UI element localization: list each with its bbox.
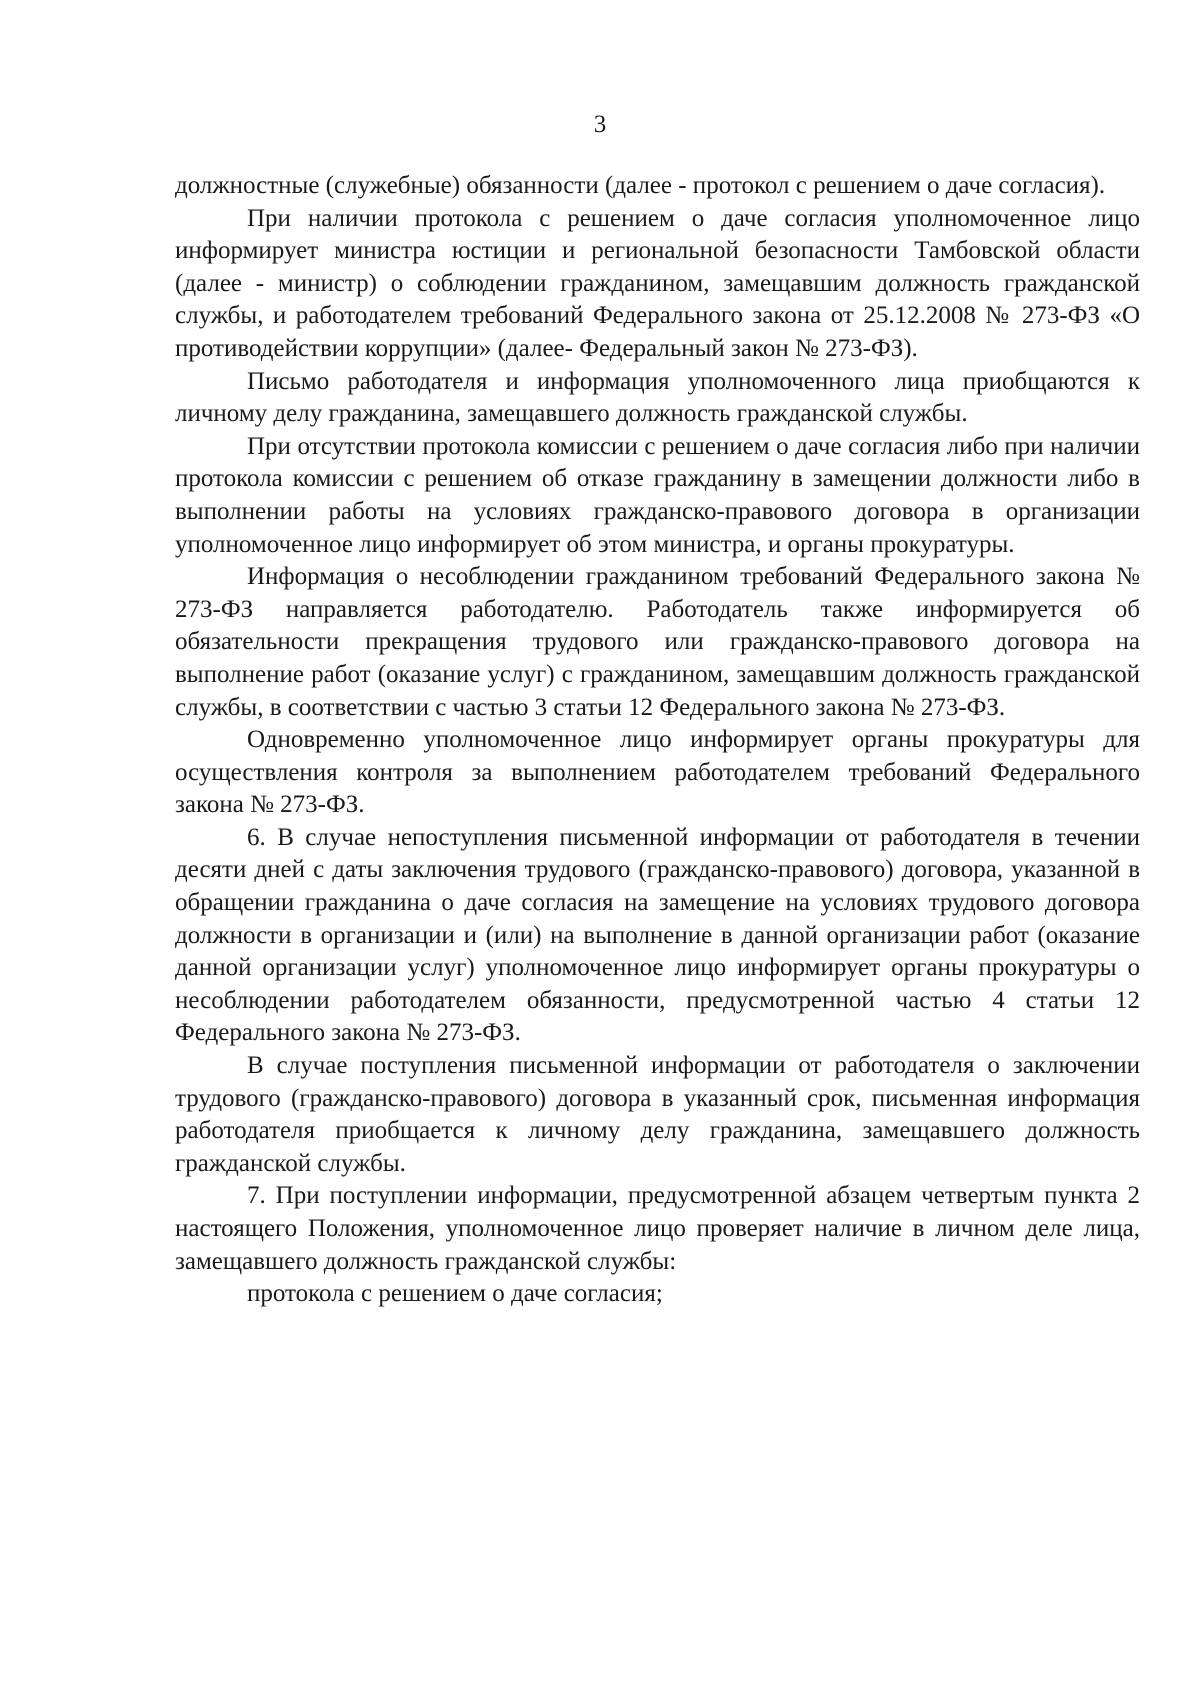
page-number: 3 [593, 111, 607, 138]
paragraph: При наличии протокола с решением о даче согласия уполномоченное лицо информирует министра юстиции и региональной безопасности Тамбовской области (далее - министр) о соблюдении гражданином, замещавшим должность гражданской службы, и работодателем требований Федерального закона от 25.12.2008 № 273-ФЗ «О противодействии коррупции» (далее- Федеральный закон № 273-ФЗ). [175, 204, 1140, 362]
paragraph: Письмо работодателя и информация уполномоченного лица приобщаются к личному делу гражданина, замещавшего должность гражданской службы. [175, 367, 1140, 428]
paragraph: При отсутствии протокола комиссии с решением о даче согласия либо при наличии протокола комиссии с решением об отказе гражданину в замещении должности либо в выполнении работы на условиях гражданско-правового договора в организации уполномоченное лицо информирует об этом министра, и органы прокуратуры. [175, 432, 1140, 558]
paragraph: В случае поступления письменной информации от работодателя о заключении трудового (гражданско-правового) договора в указанный срок, письменная информация работодателя приобщается к личному делу гражданина, замещавшего должность гражданской службы. [175, 1052, 1140, 1177]
paragraph-item-6: 6. В случае непоступления письменной информации от работодателя в течении десяти дней с даты заключения трудового (гражданско-правового) договора, указанной в обращении гражданина о даче согласия на замещение на условиях трудового договора должности в организации и (или) на выполнение в данной организации работ (оказание данной организации услуг) уполномоченное лицо информирует органы прокуратуры о несоблюдении работодателем обязанности, предусмотренной частью 4 статьи 12 Федерального закона № 273-ФЗ. [175, 823, 1140, 1047]
paragraph: Информация о несоблюдении гражданином требований Федерального закона № 273-ФЗ направляется работодателю. Работодатель также информируется об обязательности прекращения трудового или гражданско-правового договора на выполнение работ (оказание услуг) с гражданином, замещавшим должность гражданской службы, в соответствии с частью 3 статьи 12 Федерального закона № 273-ФЗ. [175, 563, 1140, 721]
paragraph-continuation: должностные (служебные) обязанности (далее - протокол с решением о даче согласия). [175, 172, 1106, 199]
document-body [175, 170, 1140, 1311]
paragraph: протокола с решением о даче согласия; [247, 1280, 663, 1308]
paragraph-item-7: 7. При поступлении информации, предусмотренной абзацем четвертым пункта 2 настоящего Положения, уполномоченное лицо проверяет наличие в личном деле лица, замещавшего должность гражданской службы: [175, 1182, 1140, 1275]
paragraph: Одновременно уполномоченное лицо информирует органы прокуратуры для осуществления контроля за выполнением работодателем требований Федерального закона № 273-ФЗ. [175, 726, 1140, 819]
